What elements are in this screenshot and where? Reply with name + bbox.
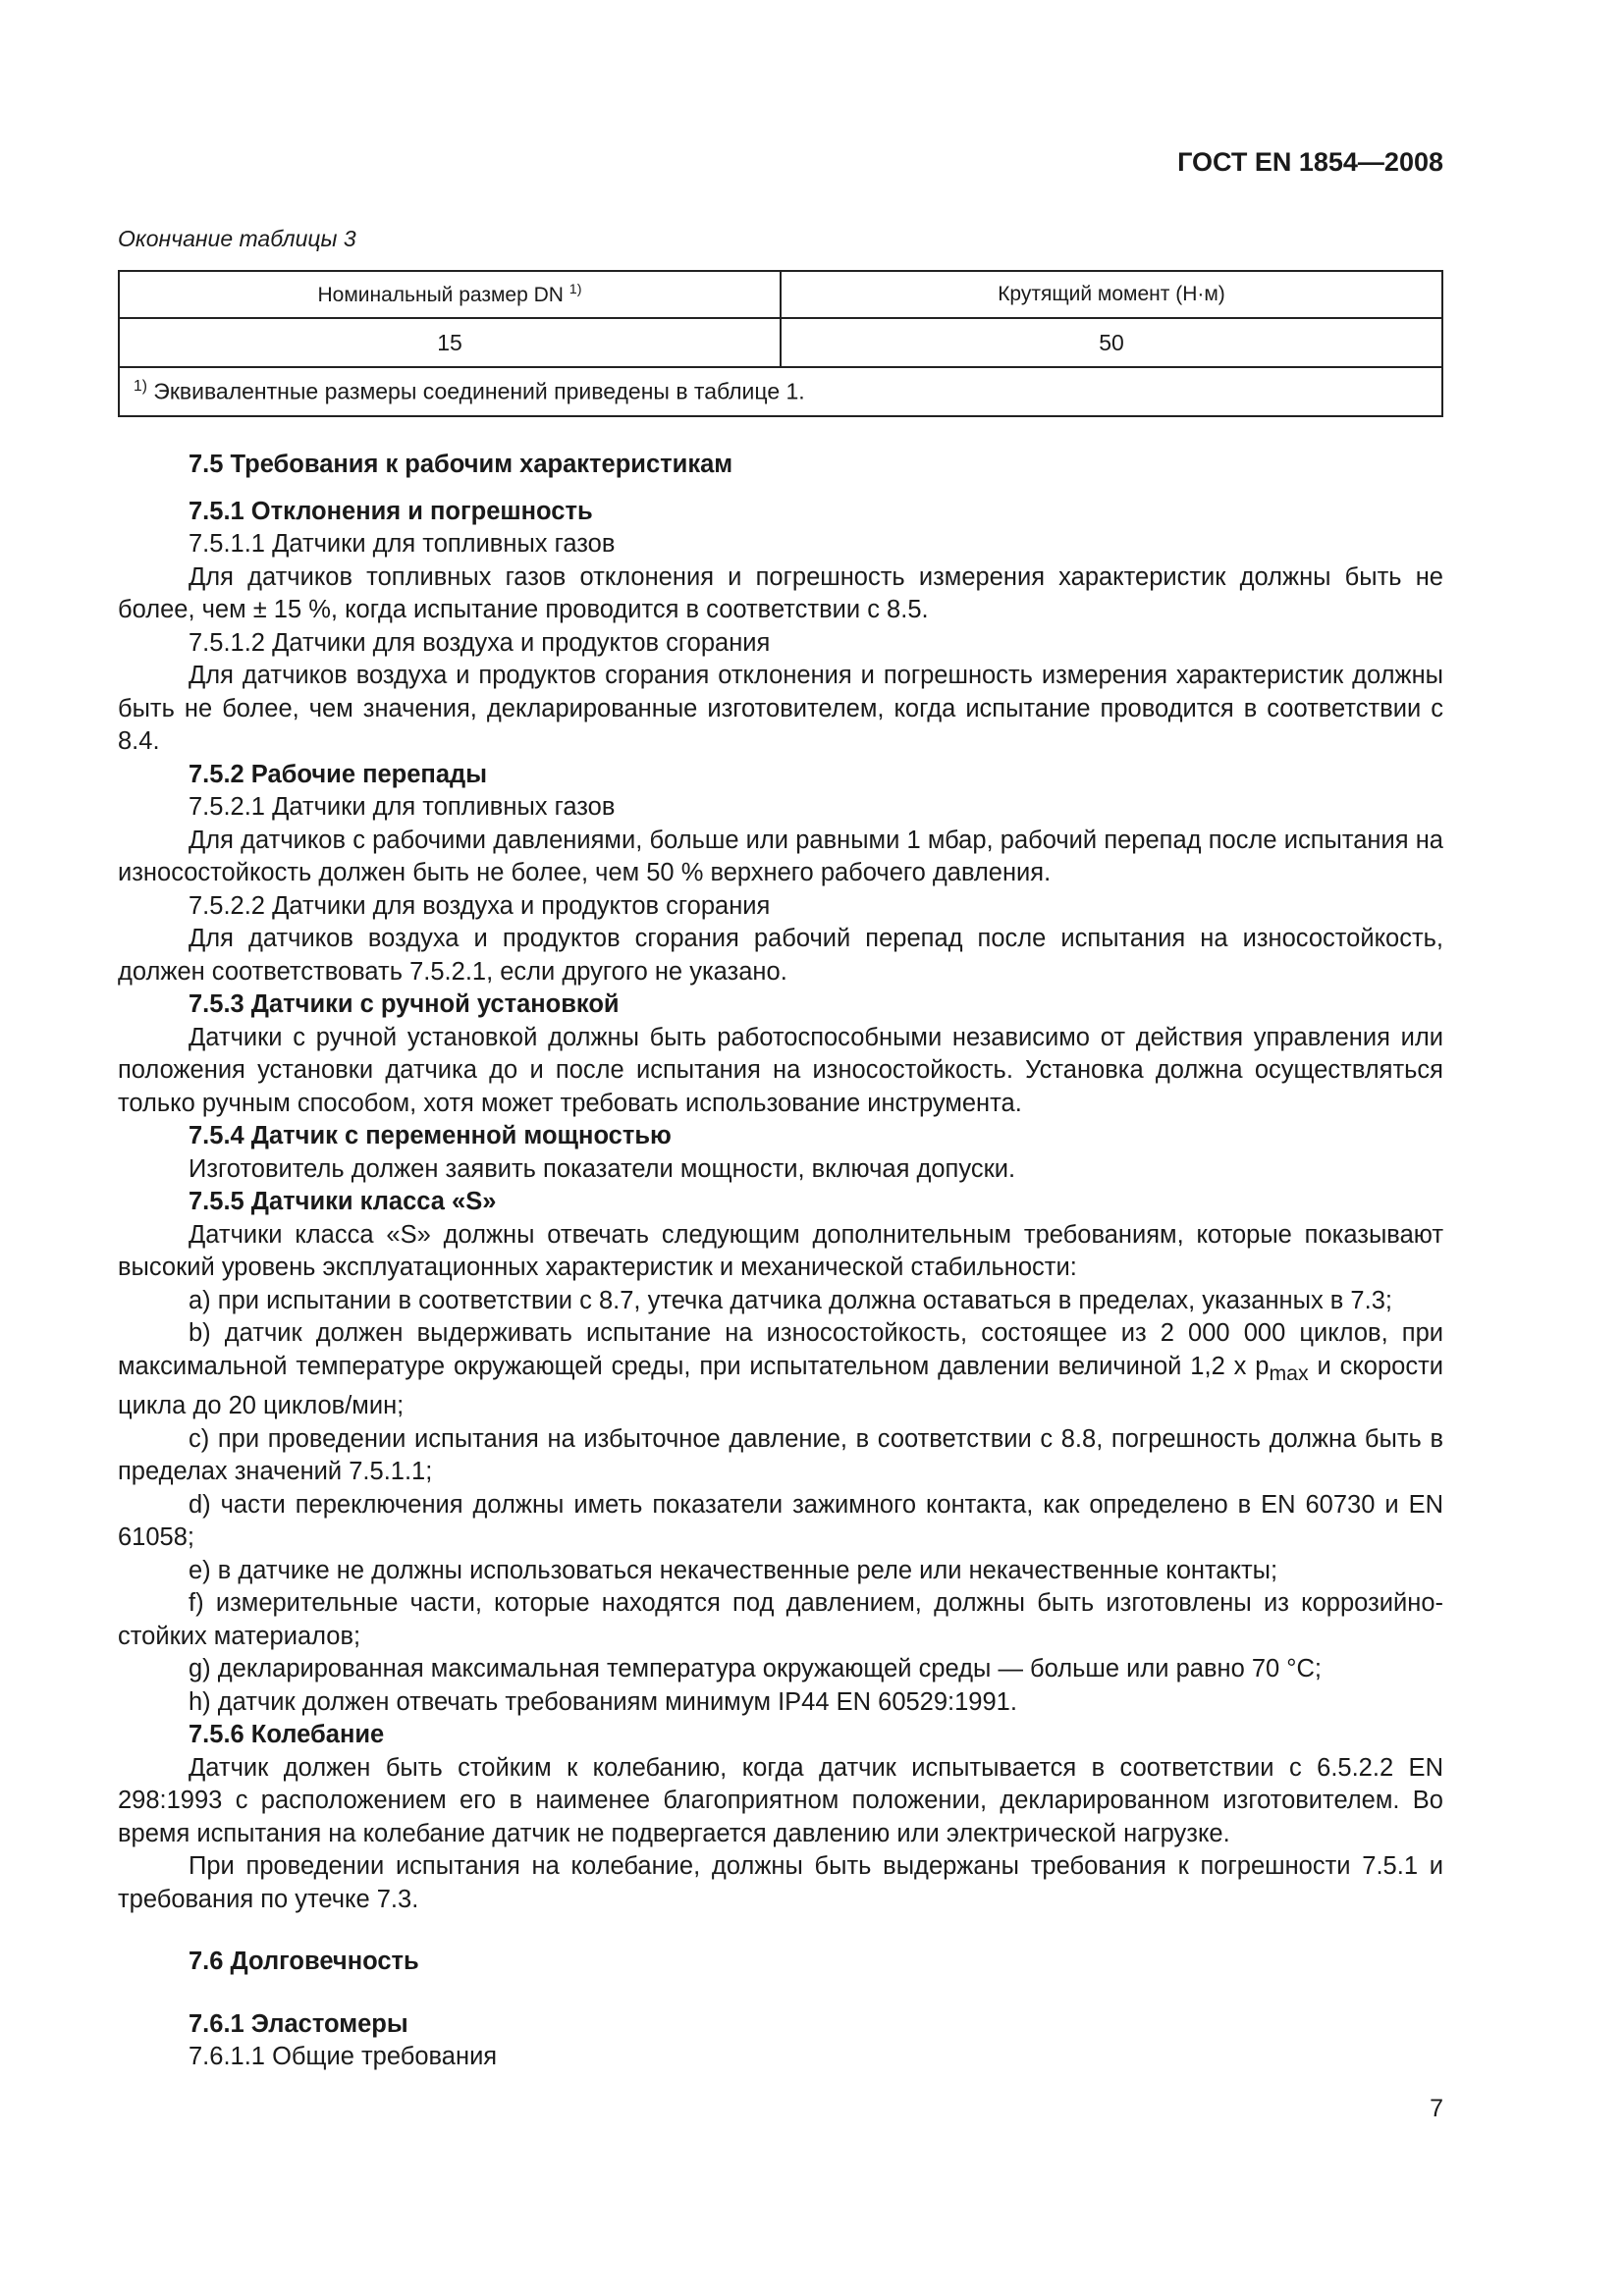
section-heading — [118, 449, 1443, 482]
paragraph — [118, 1686, 1443, 1720]
section-heading-text: 7.5.1 Отклонения и погрешность — [189, 497, 593, 525]
table-caption: Окончание таблицы 3 — [118, 226, 356, 251]
paragraph — [118, 890, 1443, 924]
section-heading-text: 7.5.6 Колебание — [189, 1721, 385, 1749]
paragraph-text: f) измерительные части, которые находятся под давлением, должны быть изготовлены из коррозийно-стойких материалов; — [118, 1589, 1443, 1650]
paragraph — [118, 1489, 1443, 1555]
header-cell-dn — [119, 271, 781, 318]
paragraph — [118, 923, 1443, 988]
section-heading — [118, 496, 1443, 529]
paragraph-text: 7.5.2.2 Датчики для воздуха и продуктов сгорания — [189, 891, 771, 920]
header-cell-torque — [781, 271, 1442, 318]
paragraph-text: 7.6.1.1 Общие требования — [189, 2043, 498, 2071]
section-heading-text: 7.6.1 Эластомеры — [189, 2009, 408, 2038]
header-torque-label: Крутящий момент (Н·м) — [998, 283, 1225, 305]
paragraph — [118, 1752, 1443, 1851]
paragraph-text: c) при проведении испытания на избыточное давление, в соответствии с 8.8, погрешность должна быть в пределах значений 7.5.1.1; — [118, 1424, 1443, 1486]
paragraph-text: Для датчиков топливных газов отклонения и погрешность измерения характеристик должны быть не более, чем ± 15 %, когда испытание проводится в соответствии с 8.5. — [118, 562, 1443, 623]
paragraph-text: h) датчик должен отвечать требованиям минимум IP44 EN 60529:1991. — [189, 1687, 1017, 1716]
paragraph-text: Датчики с ручной установкой должны быть работоспособными независимо от действия управления или положения установки датчика до и после испытания на износостойкость. Установка должна осуществляться только ручным способом, хотя может требовать использование инструмента. — [118, 1023, 1443, 1117]
paragraph-text: Изготовитель должен заявить показатели мощности, включая допуски. — [189, 1154, 1016, 1183]
paragraph — [118, 1653, 1443, 1686]
paragraph — [118, 561, 1443, 627]
paragraph-text: Для датчиков с рабочими давлениями, больше или равными 1 мбар, рабочий перепад после испытания на износостойкость должен быть не более, чем 50 % верхнего рабочего давления. — [118, 826, 1443, 886]
paragraph — [118, 1285, 1443, 1318]
section-heading — [118, 1719, 1443, 1752]
section-heading-text: 7.6 Долговечность — [189, 1948, 419, 1976]
paragraph-text-tail: и скорости цикла до 20 циклов/мин; — [118, 1352, 1443, 1420]
section-heading — [118, 759, 1443, 792]
subscript: max — [1269, 1361, 1309, 1385]
paragraph — [118, 2041, 1443, 2074]
paragraph — [118, 1423, 1443, 1489]
paragraph-text: 7.5.1.1 Датчики для топливных газов — [189, 530, 616, 558]
section-heading-text: 7.5.2 Рабочие перепады — [189, 760, 487, 788]
section-heading — [118, 1186, 1443, 1219]
paragraph — [118, 1587, 1443, 1653]
table-header-row — [119, 271, 1442, 318]
section-heading-text: 7.5.4 Датчик с переменной мощностью — [189, 1122, 672, 1149]
paragraph-text: При проведении испытания на колебание, должны быть выдержаны требования к погрешности 7.5.1 и требования по утечке 7.3. — [118, 1852, 1443, 1913]
section-heading — [118, 988, 1443, 1022]
table-footnote — [119, 367, 1442, 416]
paragraph — [118, 791, 1443, 825]
section-heading — [118, 2008, 1443, 2042]
footnote-marker: 1) — [568, 282, 582, 297]
paragraph — [118, 528, 1443, 561]
document-id-header: ГОСТ EN 1854—2008 — [1177, 147, 1443, 177]
paragraph — [118, 1219, 1443, 1285]
cell-torque-value: 50 — [781, 318, 1442, 367]
header-dn-label: Номинальный размер DN — [317, 284, 564, 306]
paragraph-text: e) в датчике не должны использоваться некачественные реле или некачественные контакты; — [189, 1556, 1278, 1584]
section-heading-text: 7.5 Требования к рабочим характеристикам — [189, 451, 733, 478]
paragraph-text: Датчики класса «S» должны отвечать следующим дополнительным требованиям, которые показывают высокий уровень эксплуатационных характеристик и механической стабильности: — [118, 1220, 1443, 1281]
paragraph-text: g) декларированная максимальная температура окружающей среды — больше или равно 70 °C; — [189, 1655, 1322, 1683]
paragraph-text: Датчик должен быть стойким к колебанию, когда датчик испытывается в соответствии с 6.5.2.2 EN 298:1993 с расположением его в наименее благоприятном положении, декларированном изготовителем. Во время испытания на колебание датчик не подвергается давлению или электрической нагрузке. — [118, 1753, 1443, 1847]
paragraph — [118, 1153, 1443, 1187]
table-footnote-row — [119, 367, 1442, 416]
footnote-marker: 1) — [134, 378, 147, 396]
footnote-text: Эквивалентные размеры соединений приведены в таблице 1. — [153, 378, 805, 404]
paragraph — [118, 825, 1443, 890]
paragraph-text: a) при испытании в соответствии с 8.7, утечка датчика должна оставаться в пределах, указанных в 7.3; — [189, 1286, 1392, 1314]
table-row — [119, 318, 1442, 367]
section-heading — [118, 1120, 1443, 1153]
paragraph-text: Для датчиков воздуха и продуктов сгорания отклонения и погрешность измерения характеристик должны быть не более, чем значения, декларированные изготовителем, когда испытание проводится в соответствии с 8.4. — [118, 662, 1443, 755]
paragraph-text: 7.5.1.2 Датчики для воздуха и продуктов сгорания — [189, 628, 771, 657]
section-heading-text: 7.5.3 Датчики с ручной установкой — [189, 990, 620, 1018]
section-heading — [118, 1946, 1443, 1979]
document-body — [118, 435, 1443, 2074]
paragraph — [118, 1317, 1443, 1423]
paragraph-text: 7.5.2.1 Датчики для топливных газов — [189, 793, 616, 821]
paragraph-text: d) части переключения должны иметь показатели зажимного контакта, как определено в EN 60730 и EN 61058; — [118, 1490, 1443, 1552]
paragraph-text: b) датчик должен выдерживать испытание на износостойкость, состоящее из 2 000 000 циклов, при максимальной температуре окружающей среды, при испытательном давлении величиной 1,2 x p — [118, 1319, 1443, 1380]
cell-dn-value: 15 — [119, 318, 781, 367]
paragraph-text: Для датчиков воздуха и продуктов сгорания рабочий перепад после испытания на износостойкость, должен соответствовать 7.5.2.1, если другого не указано. — [118, 925, 1443, 986]
page-number: 7 — [1430, 2095, 1443, 2122]
paragraph — [118, 1555, 1443, 1588]
paragraph — [118, 660, 1443, 759]
table-3 — [118, 270, 1443, 417]
section-heading-text: 7.5.5 Датчики класса «S» — [189, 1188, 497, 1215]
paragraph — [118, 1850, 1443, 1916]
paragraph — [118, 627, 1443, 661]
paragraph — [118, 1022, 1443, 1121]
